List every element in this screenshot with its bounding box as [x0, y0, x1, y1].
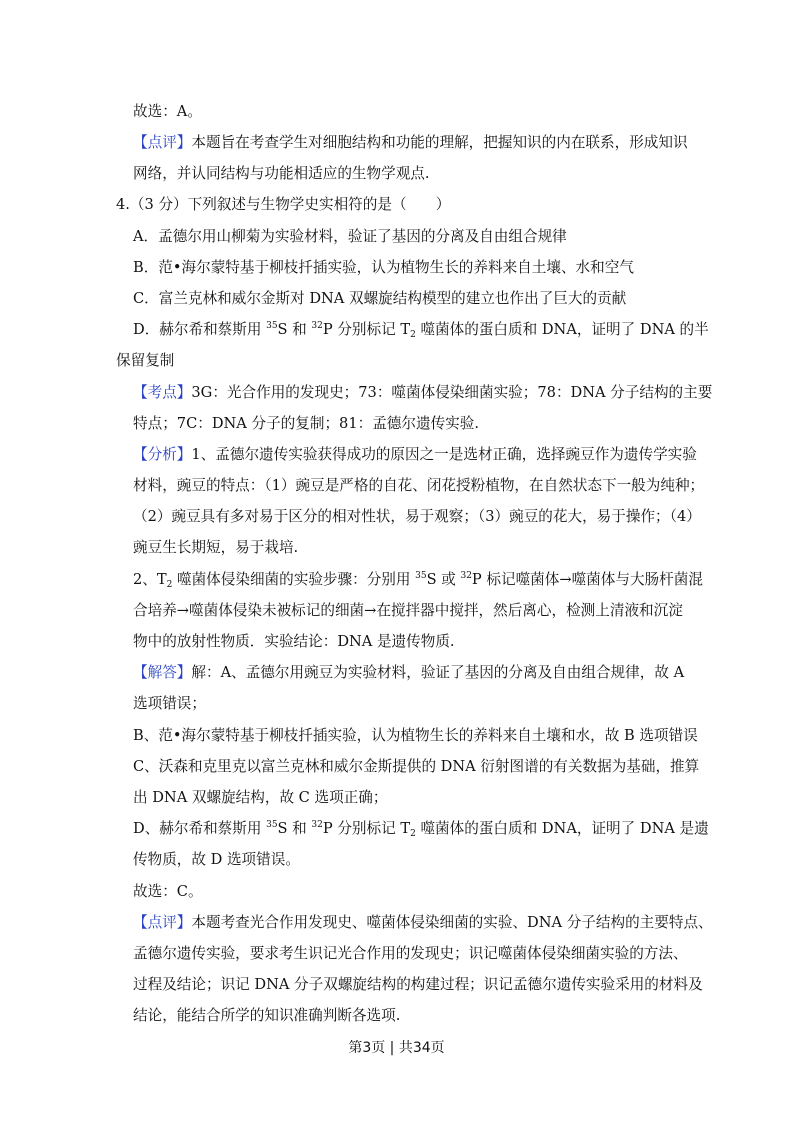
text-line [133, 819, 709, 839]
text-segment: （2）豌豆具有多对易于区分的相对性状，易于观察；（3）豌豆的花大，易于操作；（4） [133, 508, 701, 525]
text-segment: C．富兰克林和威尔金斯对 DNA 双螺旋结构模型的建立也作出了巨大的贡献 [133, 290, 627, 307]
text-line [133, 570, 703, 590]
text-line [116, 351, 672, 371]
text-segment: 噬菌体的蛋白质和 DNA，证明了 DNA 的半 [415, 321, 709, 338]
text-segment: 合培养→噬菌体侵染未被标记的细菌→在搅拌器中搅拌，然后离心，检测上清液和沉淀 [133, 602, 683, 619]
text-line [133, 289, 672, 309]
text-line [133, 882, 672, 902]
text-line [133, 164, 672, 184]
sup-script: 35 [266, 321, 278, 331]
text-segment: 孟德尔遗传实验，要求考生识记光合作用的发现史；识记噬菌体侵染细菌实验的方法、 [133, 945, 688, 962]
text-line [133, 507, 701, 527]
sup-script: 35 [415, 571, 427, 581]
text-segment: 4.（3 分）下列叙述与生物学史实相符的是（ ） [116, 196, 451, 213]
text-segment: 材料，豌豆的特点：（1）豌豆是严格的自花、闭花授粉植物，在自然状态下一般为纯种； [133, 477, 705, 494]
text-segment: B、范•海尔蒙特基于柳枝扦插实验，认为植物生长的养料来自土壤和水，故 B 选项错误 [133, 727, 698, 744]
text-segment: 保留复制 [116, 352, 175, 369]
text-segment: 选项错误； [133, 695, 206, 712]
text-line [133, 414, 672, 434]
text-line [133, 102, 672, 122]
section-tag: 【考点】 [133, 384, 192, 401]
text-segment: S 或 [426, 571, 461, 588]
text-segment: 本题旨在考查学生对细胞结构和功能的理解，把握知识的内在联系，形成知识 [191, 134, 688, 151]
section-tag: 【点评】 [133, 134, 192, 151]
sub-script: 2 [166, 580, 173, 590]
text-line [133, 538, 672, 558]
sub-script: 2 [410, 330, 416, 340]
text-segment: D、赫尔希和蔡斯用 [133, 820, 267, 837]
sub-script: 2 [410, 829, 416, 839]
text-line [133, 975, 703, 995]
text-line [133, 476, 705, 496]
text-segment: 豌豆生长期短，易于栽培. [133, 539, 299, 556]
text-segment: 结论，能结合所学的知识准确判断各选项. [133, 1007, 401, 1024]
text-segment: 特点；7C：DNA 分子的复制；81：孟德尔遗传实验. [133, 415, 479, 432]
text-line [133, 788, 672, 808]
text-line [133, 1006, 672, 1026]
text-segment: 过程及结论；识记 DNA 分子双螺旋结构的构建过程；识记孟德尔遗传实验采用的材料及 [133, 976, 703, 993]
text-segment: C、沃森和克里克以富兰克林和威尔金斯提供的 DNA 衍射图谱的有关数据为基础，推算 [133, 758, 700, 775]
text-segment: 故选：C。 [133, 883, 203, 900]
text-line [133, 694, 672, 714]
text-segment: 网络，并认同结构与功能相适应的生物学观点. [133, 165, 430, 182]
text-line [133, 258, 672, 278]
text-segment: P 标记噬菌体→噬菌体与大肠杆菌混 [471, 571, 703, 588]
text-line [133, 632, 672, 652]
text-line [133, 663, 685, 683]
text-segment: 1、孟德尔遗传实验获得成功的原因之一是选材正确，选择豌豆作为遗传学实验 [191, 446, 697, 463]
text-line [133, 445, 697, 465]
text-segment: 物中的放射性物质．实验结论：DNA 是遗传物质. [133, 633, 455, 650]
text-segment: 故选：A。 [133, 103, 202, 120]
text-segment: S 和 [277, 321, 312, 338]
section-tag: 【分析】 [133, 446, 192, 463]
text-segment: P 分别标记 T [322, 321, 411, 338]
sup-script: 32 [311, 321, 323, 331]
text-line [133, 757, 700, 777]
text-segment: A．孟德尔用山柳菊为实验材料，验证了基因的分离及自由组合规律 [133, 228, 567, 245]
text-line [133, 726, 698, 746]
section-tag: 【点评】 [133, 914, 192, 931]
text-line [133, 320, 709, 340]
text-line [133, 133, 688, 153]
section-tag: 【解答】 [133, 664, 192, 681]
text-line [133, 227, 672, 247]
text-segment: 出 DNA 双螺旋结构，故 C 选项正确； [133, 789, 388, 806]
text-segment: P 分别标记 T [322, 820, 411, 837]
text-line [133, 383, 713, 403]
text-segment: B．范•海尔蒙特基于柳枝扦插实验，认为植物生长的养料来自土壤、水和空气 [133, 259, 634, 276]
page-footer: 第3页 | 共34页 [348, 1040, 445, 1056]
text-segment: 噬菌体的蛋白质和 DNA，证明了 DNA 是遗 [415, 820, 709, 837]
text-line [133, 601, 683, 621]
text-line [116, 195, 672, 215]
text-segment: 本题考查光合作用发现史、噬菌体侵染细菌的实验、DNA 分子结构的主要特点、 [191, 914, 713, 931]
text-segment: S 和 [277, 820, 312, 837]
text-line [133, 944, 688, 964]
sup-script: 35 [266, 820, 278, 830]
text-segment: 噬菌体侵染细菌的实验步骤：分别用 [172, 571, 416, 588]
text-line [133, 913, 713, 933]
text-segment: 传物质，故 D 选项错误。 [133, 851, 300, 868]
text-segment: 解：A、孟德尔用豌豆为实验材料，验证了基因的分离及自由组合规律，故 A [191, 664, 685, 681]
text-segment: 2、T [133, 571, 167, 588]
sup-script: 32 [311, 820, 323, 830]
text-segment: D．赫尔希和蔡斯用 [133, 321, 267, 338]
sup-script: 32 [460, 571, 472, 581]
text-segment: 3G：光合作用的发现史；73：噬菌体侵染细菌实验；78：DNA 分子结构的主要 [191, 384, 713, 401]
text-line [133, 850, 672, 870]
